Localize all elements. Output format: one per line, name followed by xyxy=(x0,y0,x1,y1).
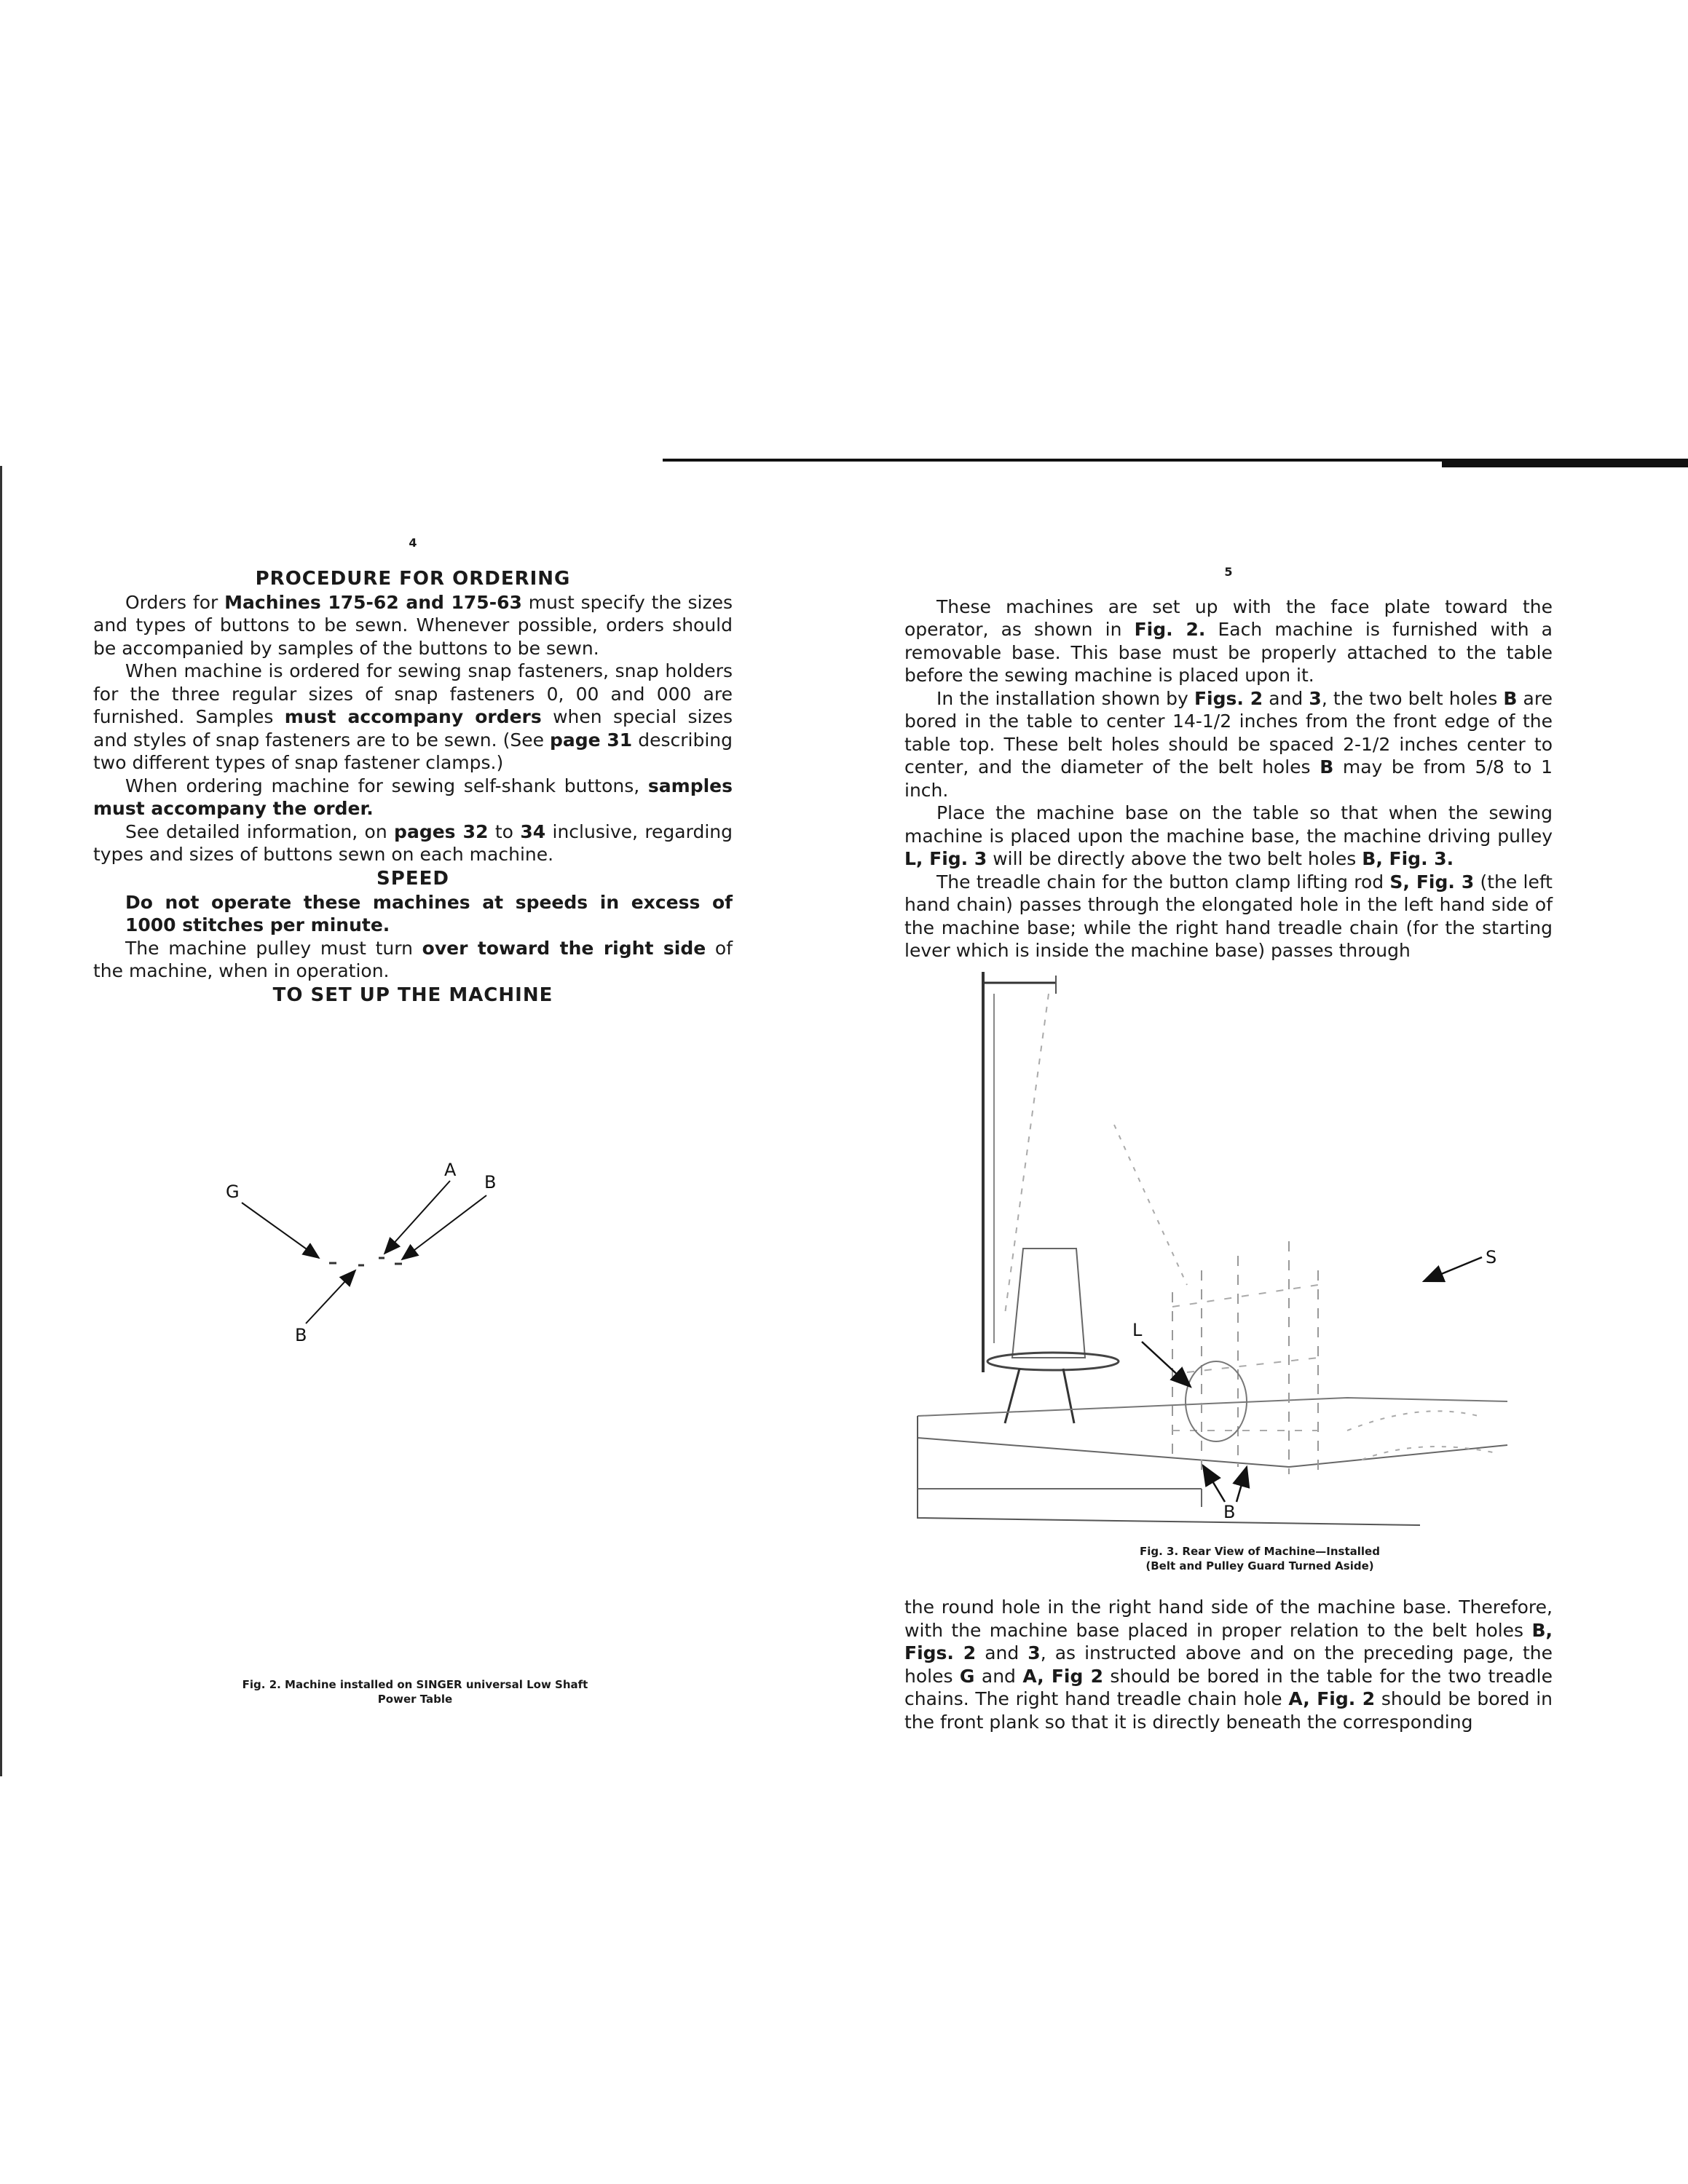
right-continuation xyxy=(904,1596,1553,1733)
bold-text: page 31 xyxy=(550,729,633,751)
figure-2-caption-line2: Power Table xyxy=(377,1693,453,1706)
right-paragraphs xyxy=(904,596,1553,962)
bold-text: Fig. 2. xyxy=(1134,619,1206,640)
bold-text: Machines 175-62 and 175-63 xyxy=(224,591,522,613)
heading-setup: TO SET UP THE MACHINE xyxy=(272,984,553,1006)
paragraph: When ordering machine for sewing self-shank buttons, samples must accompany the order. xyxy=(93,775,733,819)
figure-3-caption-line2: (Belt and Pulley Guard Turned Aside) xyxy=(1145,1559,1374,1572)
bold-text: pages 32 xyxy=(394,820,489,842)
fig3-arrow-b-right xyxy=(1237,1467,1247,1502)
paragraph: These machines are set up with the face plate toward the operator, as shown in Fig. 2. Each machine is furnished with a removable base. This base must be properly attached to the table before the sewing machine is placed upon it. xyxy=(904,596,1553,686)
paragraph: See detailed information, on pages 32 to 34 inclusive, regarding types and sizes of buttons sewn on each machine. xyxy=(93,820,733,865)
paragraph: In the installation shown by Figs. 2 and 3, the two belt holes B are bored in the table to center 14-1/2 inches from the front edge of the table top. These belt holes should be spaced 2-1/2 inches center to center, and the diameter of the belt holes B may be from 5/8 to 1 inch. xyxy=(904,687,1553,801)
page-number-right: 5 xyxy=(1224,565,1233,579)
bold-text: A, Fig 2 xyxy=(1022,1665,1103,1687)
fig3-arrow-s xyxy=(1424,1257,1482,1281)
fig2-label-b-top: B xyxy=(484,1172,497,1192)
figure-3-caption-line1: Fig. 3. Rear View of Machine—Installed xyxy=(1140,1545,1380,1558)
fig3-machine-drawing xyxy=(918,972,1507,1525)
heading-speed: SPEED xyxy=(376,867,449,890)
figure-2-caption xyxy=(189,1677,641,1706)
heading-ordering: PROCEDURE FOR ORDERING xyxy=(255,567,571,590)
top-rule-thick xyxy=(1442,459,1688,467)
bold-text: B xyxy=(1503,687,1518,709)
ordering-paragraphs xyxy=(93,591,733,866)
bold-text: 3 xyxy=(1309,687,1322,709)
fig2-arrow-b-bottom xyxy=(306,1270,355,1324)
fig2-arrow-a xyxy=(384,1181,450,1254)
fig3-label-l: L xyxy=(1132,1320,1143,1340)
figure-2-caption-line1: Fig. 2. Machine installed on SINGER universal Low Shaft xyxy=(242,1678,588,1691)
figure-2 xyxy=(204,1136,539,1354)
left-page xyxy=(93,531,733,1008)
bold-text: B, Fig. 3. xyxy=(1362,848,1454,869)
bold-text: 34 xyxy=(520,820,546,842)
bold-text: S, Fig. 3 xyxy=(1389,871,1475,893)
fig2-arrow-b-top xyxy=(402,1195,486,1259)
bold-text: samples must accompany the order. xyxy=(93,775,733,819)
page-number-left: 4 xyxy=(409,536,417,550)
paragraph: Orders for Machines 175-62 and 175-63 must specify the sizes and types of buttons to be sewn. Whenever possible, orders should be accompanied by samples of the buttons to be sewn. xyxy=(93,591,733,659)
fig3-arrow-b-left xyxy=(1203,1465,1225,1502)
fig3-arrow-l xyxy=(1142,1342,1191,1387)
bold-text: B, Figs. 2 xyxy=(904,1619,1553,1663)
bold-text: B xyxy=(1320,756,1334,778)
page-edge-line xyxy=(0,466,2,1776)
fig2-label-a: A xyxy=(444,1160,457,1180)
bold-text: 3 xyxy=(1028,1642,1041,1663)
bold-text: A, Fig. 2 xyxy=(1288,1688,1376,1709)
speed-warning: Do not operate these machines at speeds in excess of 1000 stitches per minute. xyxy=(125,891,733,935)
right-page xyxy=(904,561,1553,962)
continuation-paragraph: the round hole in the right hand side of the machine base. Therefore, with the machine base placed in proper relation to the belt holes B, Figs. 2 and 3, as instructed above and on the preceding page, the holes G and A, Fig 2 should be bored in the table for the two treadle chains. The right hand treadle chain hole A, Fig. 2 should be bored in the front plank so that it is directly beneath the corresponding xyxy=(904,1597,1553,1733)
bold-text: L, Fig. 3 xyxy=(904,848,987,869)
speed-paragraph: The machine pulley must turn over toward the right side of the machine, when in operation. xyxy=(93,937,733,981)
bold-text: Figs. 2 xyxy=(1194,687,1263,709)
paragraph: Place the machine base on the table so that when the sewing machine is placed upon the machine base, the machine driving pulley L, Fig. 3 will be directly above the two belt holes B, Fig. 3. xyxy=(904,802,1553,869)
paragraph: The treadle chain for the button clamp lifting rod S, Fig. 3 (the left hand chain) passes through the elongated hole in the left hand side of the machine base; while the right hand treadle chain (for the starting lever which is inside the machine base) passes through xyxy=(904,871,1553,961)
bold-text: G xyxy=(959,1665,975,1687)
figure-3-caption xyxy=(1078,1544,1442,1573)
fig3-label-b: B xyxy=(1223,1502,1236,1522)
fig2-hole-marks xyxy=(329,1258,402,1265)
figure-3 xyxy=(910,965,1529,1540)
fig2-arrow-g xyxy=(242,1203,319,1258)
fig2-label-b-bottom: B xyxy=(295,1325,307,1345)
paragraph: When machine is ordered for sewing snap fasteners, snap holders for the three regular sizes of snap fasteners 0, 00 and 000 are furnished. Samples must accompany orders when special sizes and styles of snap fasteners are to be sewn. (See page 31 describing two different types of snap fastener clamps.) xyxy=(93,660,733,773)
fig3-label-s: S xyxy=(1486,1247,1497,1267)
fig2-label-g: G xyxy=(226,1182,240,1202)
bold-text: over toward the right side xyxy=(422,937,706,959)
bold-text: must accompany orders xyxy=(284,706,542,727)
